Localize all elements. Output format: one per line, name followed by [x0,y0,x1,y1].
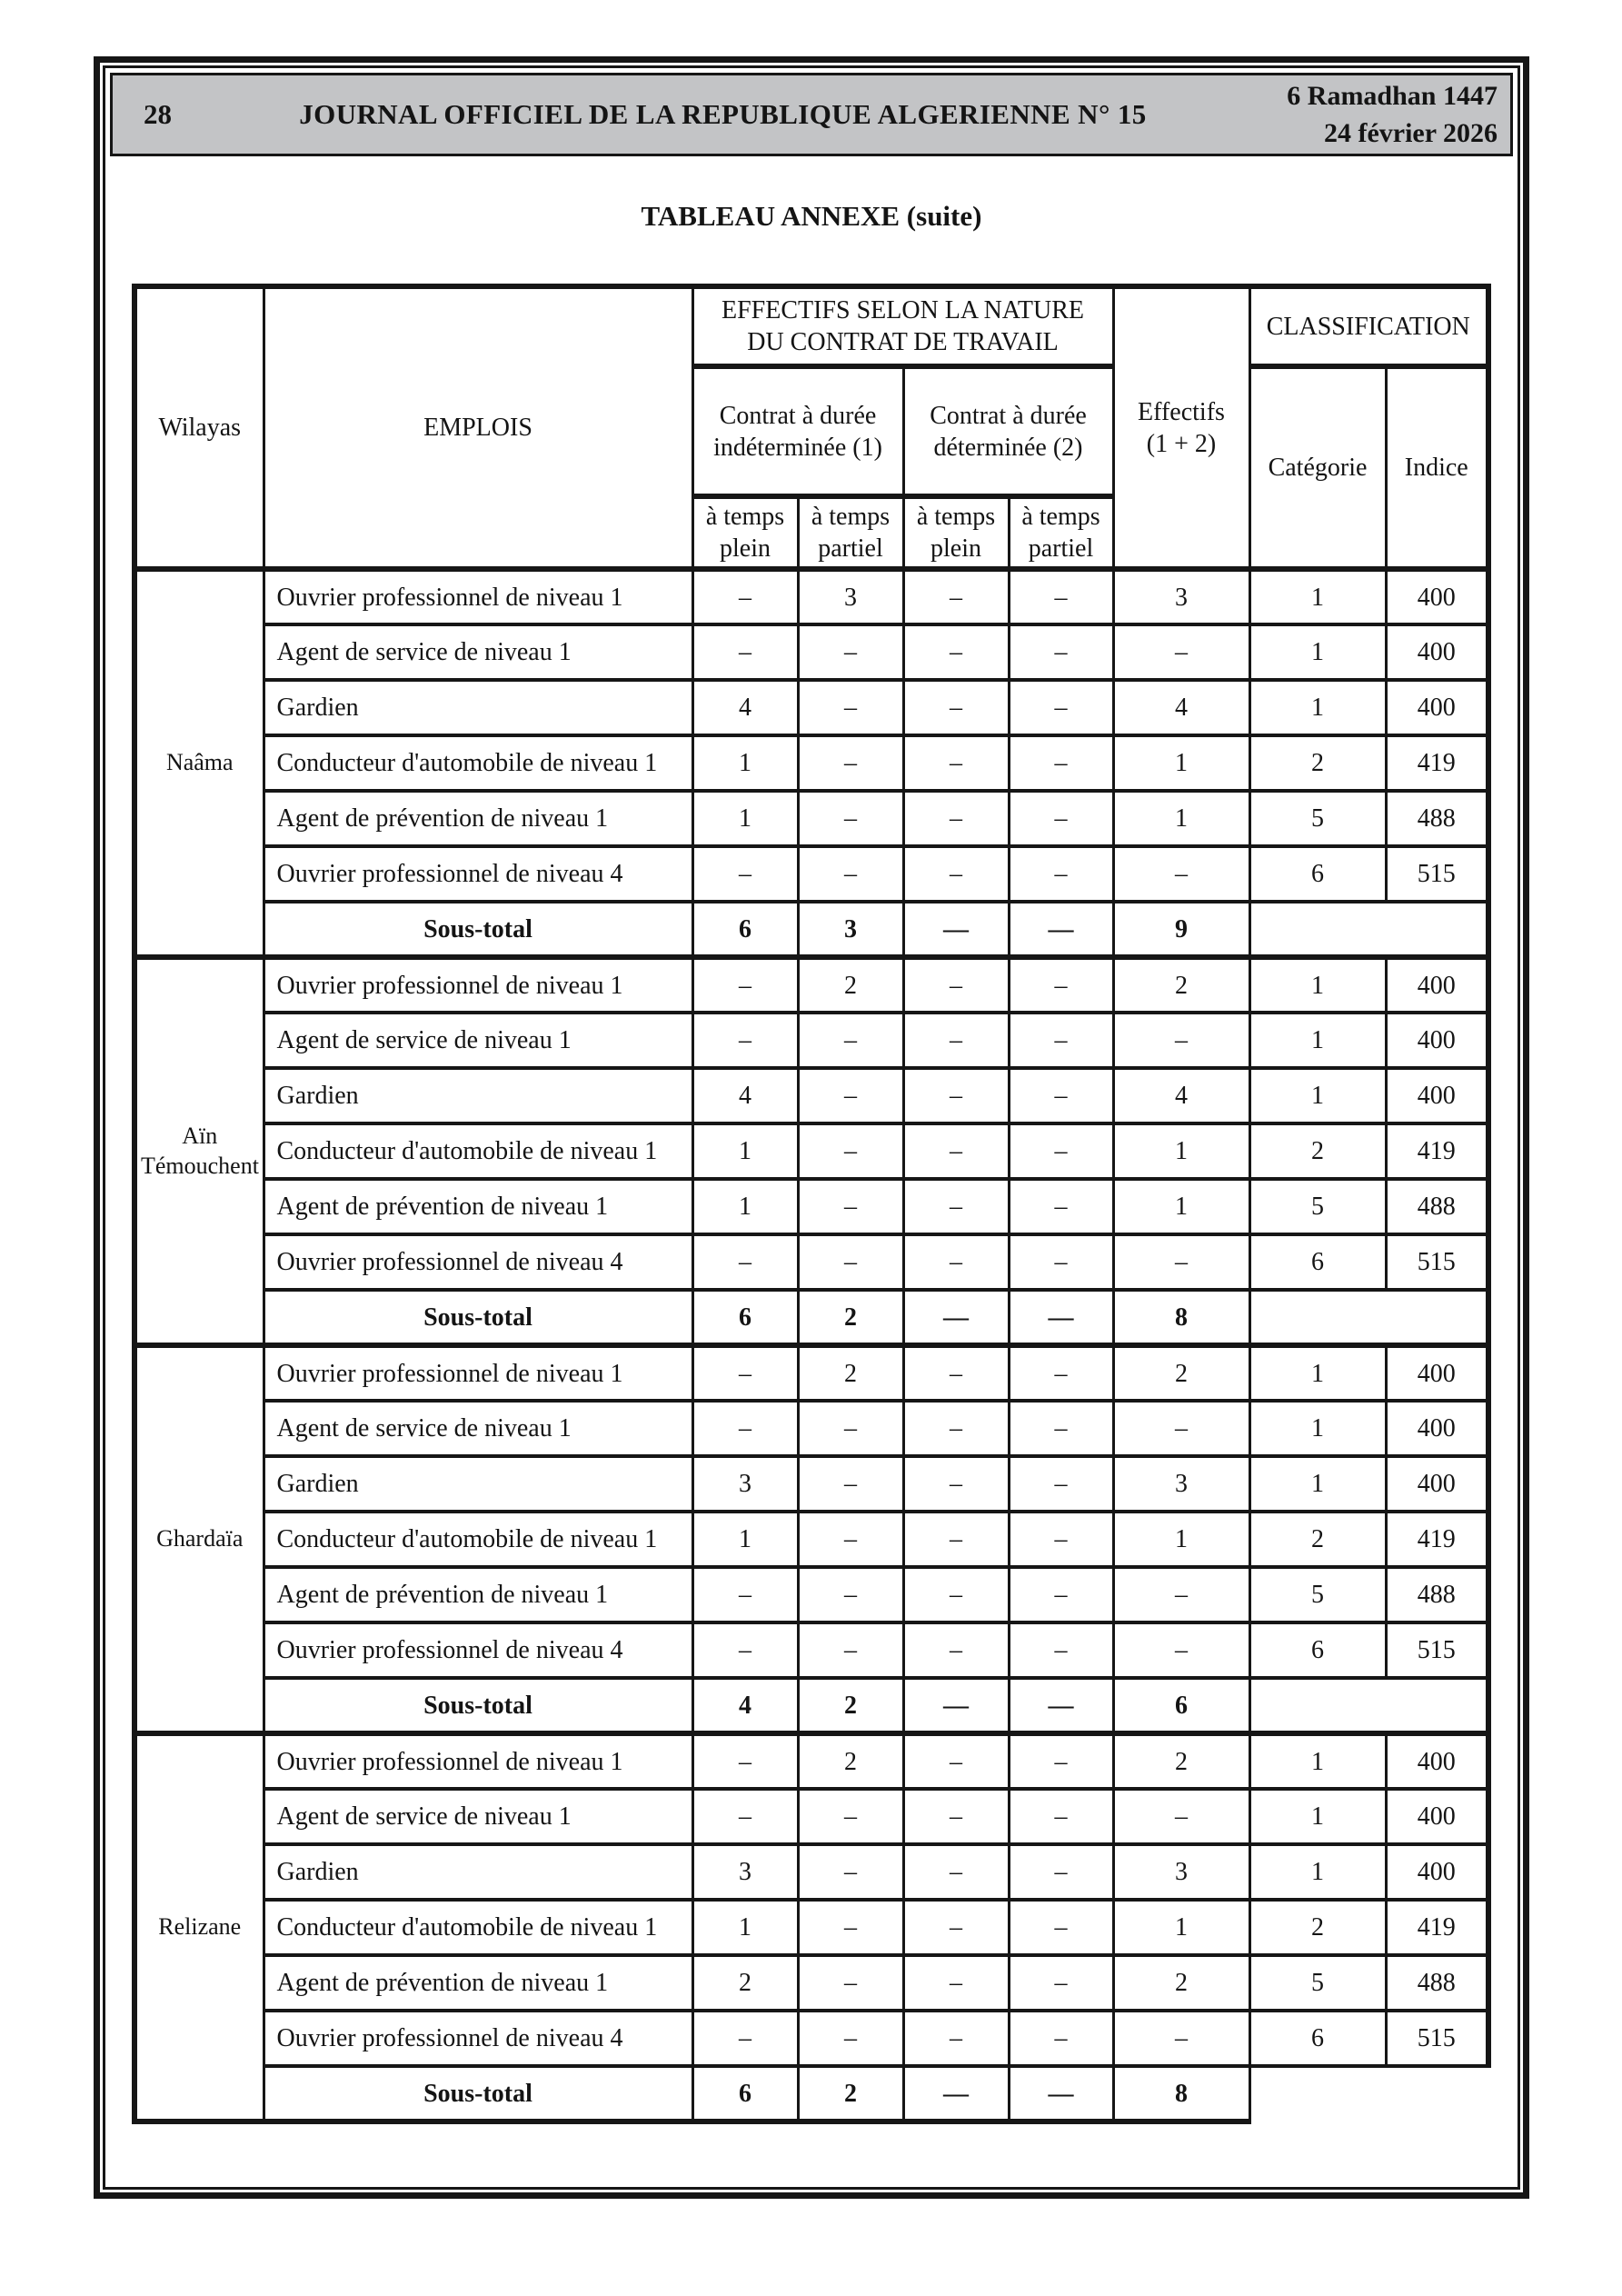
cdi-plein-cell: – [692,1622,798,1678]
table-row [134,1456,1488,1512]
cdi-partiel-total-cell: 2 [798,1678,903,1733]
categorie-cell: 2 [1249,1512,1386,1567]
sous-total-label: Sous-total [264,902,692,957]
cdi-plein-cell: – [692,1733,798,1789]
cdd-plein-cell: – [903,1401,1009,1456]
cdd-temps-partiel-label: à temps partiel [1021,503,1100,563]
wilaya-cell: Relizane [134,1733,264,2121]
col-header-emplois: EMPLOIS [264,286,692,569]
categorie-cell: 1 [1249,1733,1386,1789]
col-header-wilayas: Wilayas [134,286,264,569]
contrat-indeterminee-label: Contrat à durée indéterminée (1) [713,401,882,462]
indice-cell: 488 [1386,1567,1488,1622]
effectifs-cell: – [1113,1401,1249,1456]
cdi-plein-cell: – [692,1234,798,1290]
emploi-cell: Agent de prévention de niveau 1 [264,1567,692,1622]
emploi-cell: Agent de prévention de niveau 1 [264,791,692,846]
emploi-cell: Agent de prévention de niveau 1 [264,1955,692,2011]
effectifs-total-cell: 9 [1113,902,1249,957]
cdd-partiel-cell: – [1009,569,1113,624]
effectifs-cell: 1 [1113,1179,1249,1234]
cdi-partiel-cell: 2 [798,957,903,1013]
cdd-plein-cell: – [903,1733,1009,1789]
cdd-plein-cell: – [903,1345,1009,1401]
cdi-partiel-cell: – [798,1179,903,1234]
contrat-determinee-label: Contrat à durée déterminée (2) [930,401,1087,462]
cdi-plein-cell: – [692,569,798,624]
table-row [134,1345,1488,1401]
wilaya-cell: Ghardaïa [134,1345,264,1733]
effectifs-nature-label: EFFECTIFS SELON LA NATURE DU CONTRAT DE TRAVAIL [721,296,1085,356]
table-row [134,1013,1488,1068]
cdi-partiel-cell: – [798,1123,903,1179]
wilaya-cell: Naâma [134,569,264,957]
cdd-plein-cell: – [903,680,1009,735]
emploi-cell: Conducteur d'automobile de niveau 1 [264,1123,692,1179]
sous-total-row [134,2066,1488,2121]
cdd-partiel-total-cell: — [1009,1678,1113,1733]
categorie-cell: 5 [1249,1179,1386,1234]
cdd-partiel-total-cell: — [1009,1290,1113,1345]
categorie-cell: 1 [1249,1068,1386,1123]
cdd-partiel-cell: – [1009,1013,1113,1068]
emploi-cell: Ouvrier professionnel de niveau 4 [264,1234,692,1290]
col-header-effectifs-nature [692,286,1113,366]
effectifs-cell: 4 [1113,680,1249,735]
categorie-cell: 2 [1249,735,1386,791]
cdi-plein-cell: – [692,1567,798,1622]
cdi-partiel-total-cell: 3 [798,902,903,957]
categorie-cell: 1 [1249,1345,1386,1401]
table-row [134,624,1488,680]
categorie-cell: 1 [1249,1844,1386,1900]
cdi-partiel-total-cell: 2 [798,1290,903,1345]
categorie-cell: 5 [1249,791,1386,846]
classification-empty-cell [1249,1678,1488,1733]
emploi-cell: Ouvrier professionnel de niveau 1 [264,1345,692,1401]
cdd-partiel-cell: – [1009,1123,1113,1179]
cdi-plein-cell: – [692,1345,798,1401]
cdi-partiel-cell: – [798,1622,903,1678]
cdd-partiel-cell: – [1009,680,1113,735]
col-header-categorie: Catégorie [1249,366,1386,569]
sous-total-row [134,1290,1488,1345]
cdd-plein-cell: – [903,1512,1009,1567]
categorie-cell: 2 [1249,1123,1386,1179]
table-row [134,680,1488,735]
effectifs-cell: – [1113,1622,1249,1678]
cdd-partiel-cell: – [1009,1844,1113,1900]
categorie-cell: 6 [1249,846,1386,902]
cdi-partiel-cell: – [798,1567,903,1622]
cdi-plein-cell: – [692,957,798,1013]
cdd-temps-plein-label: à temps plein [916,503,996,563]
cdi-partiel-cell: – [798,1401,903,1456]
indice-cell: 400 [1386,624,1488,680]
cdd-partiel-cell: – [1009,1567,1113,1622]
cdd-partiel-cell: – [1009,1789,1113,1844]
table-row [134,2011,1488,2066]
cdi-partiel-cell: 3 [798,569,903,624]
categorie-cell: 1 [1249,1401,1386,1456]
effectifs-cell: 4 [1113,1068,1249,1123]
effectifs-cell: – [1113,1234,1249,1290]
cdd-partiel-cell: – [1009,1900,1113,1955]
sous-total-row [134,1678,1488,1733]
categorie-cell: 1 [1249,957,1386,1013]
cdd-plein-cell: – [903,1068,1009,1123]
effectifs-cell: 3 [1113,1456,1249,1512]
cdi-partiel-cell: – [798,846,903,902]
cdd-partiel-cell: – [1009,1955,1113,2011]
indice-cell: 400 [1386,680,1488,735]
table-row [134,569,1488,624]
effectifs-cell: – [1113,1789,1249,1844]
cdd-plein-cell: – [903,624,1009,680]
categorie-cell: 5 [1249,1567,1386,1622]
col-header-indice: Indice [1386,366,1488,569]
col-header-effectifs-total [1113,286,1249,569]
cdi-plein-cell: – [692,624,798,680]
indice-cell: 419 [1386,1512,1488,1567]
col-header-cdi-temps-plein [692,496,798,569]
emploi-cell: Conducteur d'automobile de niveau 1 [264,1900,692,1955]
annex-table [132,284,1491,2124]
indice-cell: 400 [1386,1789,1488,1844]
cdi-partiel-cell: – [798,1844,903,1900]
cdd-plein-cell: – [903,735,1009,791]
categorie-cell: 6 [1249,2011,1386,2066]
effectifs-cell: 3 [1113,1844,1249,1900]
effectifs-cell: 1 [1113,1123,1249,1179]
effectifs-total-cell: 8 [1113,2066,1249,2121]
emploi-cell: Agent de service de niveau 1 [264,624,692,680]
cdd-plein-cell: – [903,1013,1009,1068]
cdd-plein-cell: – [903,1123,1009,1179]
cdd-partiel-cell: – [1009,1068,1113,1123]
emploi-cell: Agent de service de niveau 1 [264,1789,692,1844]
table-row [134,1179,1488,1234]
cdd-partiel-cell: – [1009,1401,1113,1456]
sous-total-label: Sous-total [264,1678,692,1733]
categorie-cell: 1 [1249,624,1386,680]
emploi-cell: Conducteur d'automobile de niveau 1 [264,1512,692,1567]
indice-cell: 400 [1386,1345,1488,1401]
effectifs-cell: 3 [1113,569,1249,624]
cdd-plein-cell: – [903,1844,1009,1900]
table-row [134,1068,1488,1123]
cdd-plein-cell: – [903,1456,1009,1512]
page-frame-outer [94,56,1529,2199]
cdd-plein-total-cell: — [903,1290,1009,1345]
emploi-cell: Gardien [264,1844,692,1900]
cdd-partiel-total-cell: — [1009,902,1113,957]
indice-cell: 400 [1386,1733,1488,1789]
cdi-partiel-cell: – [798,1512,903,1567]
cdd-partiel-cell: – [1009,846,1113,902]
effectifs-total-cell: 6 [1113,1678,1249,1733]
cdi-partiel-cell: – [798,735,903,791]
emploi-cell: Ouvrier professionnel de niveau 4 [264,846,692,902]
effectifs-cell: 2 [1113,1733,1249,1789]
emploi-cell: Conducteur d'automobile de niveau 1 [264,735,692,791]
categorie-cell: 6 [1249,1622,1386,1678]
col-header-cdd-temps-plein [903,496,1009,569]
indice-cell: 419 [1386,735,1488,791]
cdd-partiel-cell: – [1009,735,1113,791]
cdi-partiel-cell: – [798,1013,903,1068]
cdi-partiel-cell: – [798,1456,903,1512]
cdd-plein-cell: – [903,846,1009,902]
indice-cell: 400 [1386,957,1488,1013]
cdd-plein-total-cell: — [903,1678,1009,1733]
table-row [134,1234,1488,1290]
cdd-partiel-cell: – [1009,624,1113,680]
cdi-partiel-cell: – [798,680,903,735]
classification-empty-cell [1249,2066,1488,2121]
cdi-plein-cell: 1 [692,735,798,791]
categorie-cell: 6 [1249,1234,1386,1290]
cdi-plein-cell: – [692,846,798,902]
cdi-temps-partiel-label: à temps partiel [811,503,891,563]
wilaya-cell: Aïn Témouchent [134,957,264,1345]
indice-cell: 488 [1386,791,1488,846]
effectifs-cell: 1 [1113,735,1249,791]
cdi-partiel-cell: – [798,1900,903,1955]
cdi-plein-total-cell: 6 [692,902,798,957]
cdd-plein-cell: – [903,1955,1009,2011]
table-row [134,1955,1488,2011]
emploi-cell: Ouvrier professionnel de niveau 4 [264,1622,692,1678]
effectifs-cell: 1 [1113,1512,1249,1567]
cdd-plein-cell: – [903,1789,1009,1844]
indice-cell: 400 [1386,1456,1488,1512]
effectifs-cell: 2 [1113,1345,1249,1401]
date-hijri: 6 Ramadhan 1447 [1287,81,1498,111]
categorie-cell: 1 [1249,680,1386,735]
table-row [134,1622,1488,1678]
cdi-temps-plein-label: à temps plein [705,503,785,563]
sous-total-label: Sous-total [264,2066,692,2121]
table-row [134,957,1488,1013]
table-title: TABLEAU ANNEXE (suite) [641,200,982,232]
indice-cell: 419 [1386,1900,1488,1955]
cdi-plein-total-cell: 4 [692,1678,798,1733]
journal-title: JOURNAL OFFICIEL DE LA REPUBLIQUE ALGERIENNE N° 15 [299,98,1147,130]
table-row [134,1123,1488,1179]
cdi-partiel-cell: – [798,1068,903,1123]
cdi-plein-cell: 1 [692,791,798,846]
indice-cell: 400 [1386,1068,1488,1123]
categorie-cell: 1 [1249,1456,1386,1512]
cdd-plein-cell: – [903,1900,1009,1955]
effectifs-cell: 1 [1113,791,1249,846]
table-row [134,1900,1488,1955]
cdd-plein-cell: – [903,569,1009,624]
cdi-plein-total-cell: 6 [692,1290,798,1345]
indice-cell: 515 [1386,846,1488,902]
indice-cell: 515 [1386,2011,1488,2066]
table-row [134,1567,1488,1622]
cdi-plein-cell: 3 [692,1456,798,1512]
emploi-cell: Agent de service de niveau 1 [264,1013,692,1068]
cdd-partiel-cell: – [1009,2011,1113,2066]
classification-empty-cell [1249,902,1488,957]
cdd-partiel-cell: – [1009,1179,1113,1234]
issue-dates [1197,77,1510,152]
categorie-cell: 1 [1249,569,1386,624]
cdd-partiel-cell: – [1009,1622,1113,1678]
cdi-plein-cell: 3 [692,1844,798,1900]
cdd-plein-cell: – [903,1567,1009,1622]
col-header-cdi-temps-partiel [798,496,903,569]
cdi-partiel-cell: 2 [798,1733,903,1789]
indice-cell: 515 [1386,1622,1488,1678]
indice-cell: 419 [1386,1123,1488,1179]
indice-cell: 400 [1386,569,1488,624]
header-row-1 [134,286,1488,366]
col-header-contrat-indeterminee [692,366,903,496]
table-row [134,1512,1488,1567]
cdi-plein-cell: 1 [692,1123,798,1179]
classification-empty-cell [1249,1290,1488,1345]
emploi-cell: Gardien [264,680,692,735]
cdd-partiel-total-cell: — [1009,2066,1113,2121]
effectifs-cell: – [1113,846,1249,902]
col-header-cdd-temps-partiel [1009,496,1113,569]
cdd-plein-cell: – [903,1622,1009,1678]
date-gregorian: 24 février 2026 [1323,118,1498,148]
indice-cell: 515 [1386,1234,1488,1290]
categorie-cell: 2 [1249,1900,1386,1955]
cdd-plein-cell: – [903,1234,1009,1290]
cdi-plein-cell: 1 [692,1179,798,1234]
journal-header-bar [110,73,1513,156]
cdd-partiel-cell: – [1009,957,1113,1013]
cdd-partiel-cell: – [1009,1733,1113,1789]
cdi-partiel-cell: – [798,2011,903,2066]
effectifs-cell: 1 [1113,1900,1249,1955]
indice-cell: 488 [1386,1179,1488,1234]
table-row [134,1844,1488,1900]
indice-cell: 400 [1386,1013,1488,1068]
effectifs-cell: – [1113,624,1249,680]
cdi-partiel-cell: – [798,624,903,680]
emploi-cell: Agent de service de niveau 1 [264,1401,692,1456]
effectifs-total-label: Effectifs (1 + 2) [1138,397,1225,458]
cdd-plein-cell: – [903,791,1009,846]
indice-cell: 488 [1386,1955,1488,2011]
cdi-partiel-cell: – [798,1955,903,2011]
cdi-plein-cell: 1 [692,1900,798,1955]
indice-cell: 400 [1386,1844,1488,1900]
cdi-plein-total-cell: 6 [692,2066,798,2121]
page-frame-inner [103,65,1520,2190]
cdd-plein-total-cell: — [903,902,1009,957]
table-row [134,1789,1488,1844]
emploi-cell: Ouvrier professionnel de niveau 1 [264,569,692,624]
cdi-plein-cell: 4 [692,1068,798,1123]
emploi-cell: Agent de prévention de niveau 1 [264,1179,692,1234]
cdi-plein-cell: – [692,2011,798,2066]
cdd-partiel-cell: – [1009,1456,1113,1512]
cdd-plein-cell: – [903,2011,1009,2066]
sous-total-label: Sous-total [264,1290,692,1345]
effectifs-cell: – [1113,1567,1249,1622]
emploi-cell: Gardien [264,1068,692,1123]
effectifs-total-cell: 8 [1113,1290,1249,1345]
sous-total-row [134,902,1488,957]
cdi-partiel-cell: – [798,791,903,846]
cdd-plein-total-cell: — [903,2066,1009,2121]
effectifs-cell: 2 [1113,1955,1249,2011]
cdd-plein-cell: – [903,957,1009,1013]
cdi-partiel-cell: – [798,1789,903,1844]
annex-table-header [134,286,1488,569]
categorie-cell: 1 [1249,1013,1386,1068]
emploi-cell: Ouvrier professionnel de niveau 1 [264,1733,692,1789]
cdi-partiel-cell: 2 [798,1345,903,1401]
table-row [134,846,1488,902]
table-row [134,791,1488,846]
effectifs-cell: – [1113,2011,1249,2066]
table-row [134,1733,1488,1789]
cdi-plein-cell: – [692,1013,798,1068]
effectifs-cell: – [1113,1013,1249,1068]
cdd-partiel-cell: – [1009,1234,1113,1290]
col-header-contrat-determinee [903,366,1113,496]
cdi-partiel-cell: – [798,1234,903,1290]
cdi-plein-cell: 4 [692,680,798,735]
cdi-plein-cell: 1 [692,1512,798,1567]
categorie-cell: 5 [1249,1955,1386,2011]
cdd-partiel-cell: – [1009,1345,1113,1401]
col-header-classification: CLASSIFICATION [1249,286,1488,366]
table-row [134,735,1488,791]
page-number: 28 [144,98,172,130]
indice-cell: 400 [1386,1401,1488,1456]
annex-table-body [134,569,1488,2121]
cdi-plein-cell: 2 [692,1955,798,2011]
cdi-partiel-total-cell: 2 [798,2066,903,2121]
emploi-cell: Gardien [264,1456,692,1512]
cdd-partiel-cell: – [1009,791,1113,846]
emploi-cell: Ouvrier professionnel de niveau 4 [264,2011,692,2066]
table-row [134,1401,1488,1456]
cdd-plein-cell: – [903,1179,1009,1234]
emploi-cell: Ouvrier professionnel de niveau 1 [264,957,692,1013]
cdi-plein-cell: – [692,1789,798,1844]
cdd-partiel-cell: – [1009,1512,1113,1567]
cdi-plein-cell: – [692,1401,798,1456]
categorie-cell: 1 [1249,1789,1386,1844]
effectifs-cell: 2 [1113,957,1249,1013]
